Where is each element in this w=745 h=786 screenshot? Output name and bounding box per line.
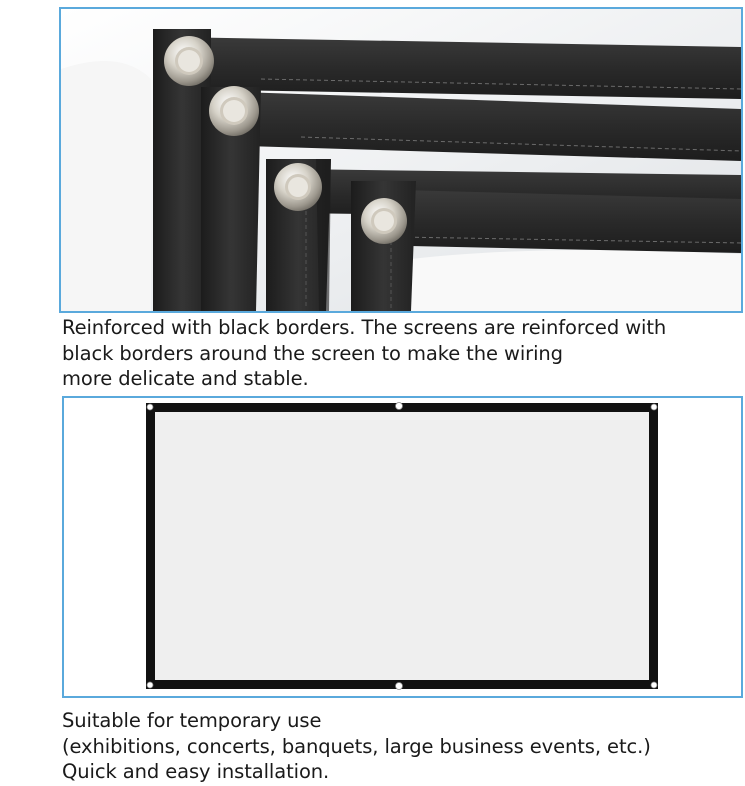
grommet-hole-icon <box>651 404 657 410</box>
grommet-hole-icon <box>147 682 153 688</box>
reinforced-border-caption <box>62 315 666 392</box>
grommet-hole-icon <box>396 403 403 410</box>
grommet-icon <box>164 36 214 86</box>
grommet-icon <box>209 86 259 136</box>
caption-line: Reinforced with black borders. The screens are reinforced with <box>62 316 667 339</box>
projection-screen-panel <box>62 396 743 698</box>
caption-line: black borders around the screen to make the wiring <box>62 341 563 365</box>
grommet-icon <box>274 163 322 211</box>
grommet-border-photo <box>59 7 743 313</box>
caption-line: (exhibitions, concerts, banquets, large business events, etc.) <box>62 734 651 758</box>
caption-line: Quick and easy installation. <box>62 760 330 783</box>
projection-screen-illustration <box>64 398 741 696</box>
grommet-icon <box>361 198 407 244</box>
caption-line: Suitable for temporary use <box>62 709 322 732</box>
caption-line: more delicate and stable. <box>62 367 309 390</box>
usage-caption <box>62 708 651 785</box>
grommet-hole-icon <box>396 683 403 690</box>
grommet-hole-icon <box>147 404 153 410</box>
fabric-borders-illustration <box>61 9 741 311</box>
grommet-hole-icon <box>651 682 657 688</box>
